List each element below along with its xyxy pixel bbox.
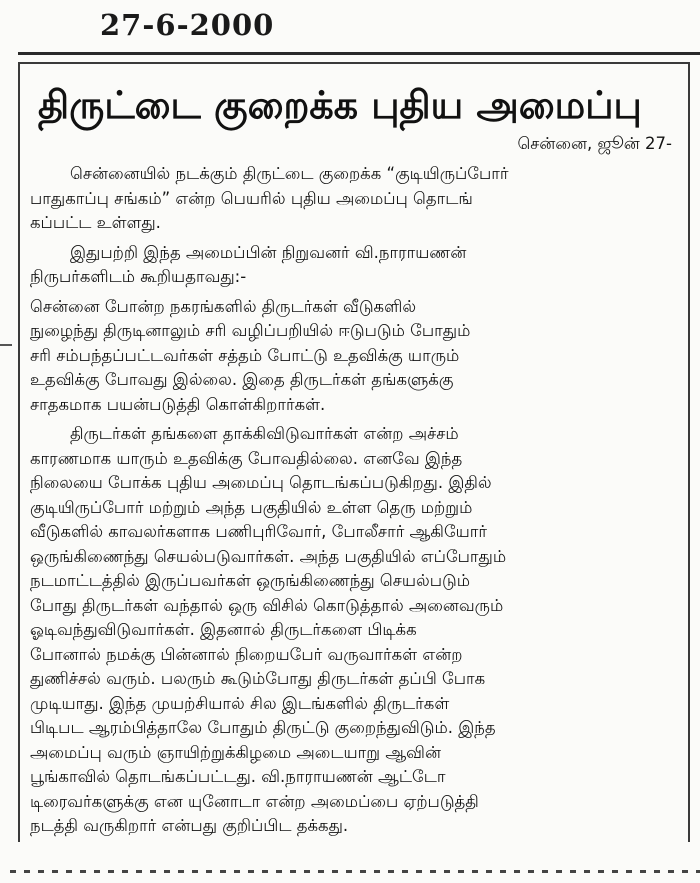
article-line: ஓடிவந்துவிடுவார்கள். இதனால் திருடர்களை பிடிக்க: [30, 620, 417, 639]
article-line: சரி சம்பந்தப்பட்டவர்கள் சத்தம் போட்டு உதவிக்கு யாரும்: [30, 345, 460, 365]
article-line: காரணமாக யாரும் உதவிக்கு போவதில்லை. எனவே இந்த: [30, 448, 463, 468]
article-line: கப்பட்ட உள்ளது.: [30, 213, 161, 232]
clipping-date: 27-6-2000: [100, 8, 275, 42]
article-line: துணிச்சல் வரும். பலரும் கூடும்போது திருடர்கள் தப்பி போக: [30, 669, 486, 688]
article-line: போனால் நமக்கு பின்னால் நிறையபேர் வருவார்கள் என்ற: [30, 644, 463, 664]
article-paragraph: [30, 162, 670, 236]
article-line: சாதகமாக பயன்படுத்தி கொள்கிறார்கள்.: [30, 394, 326, 414]
article-line: நிருபர்களிடம் கூறியதாவது:-: [30, 267, 247, 286]
article-line: நுழைந்து திருடினாலும் சரி வழிப்பறியில் ஈடுபடும் போதும்: [30, 321, 471, 340]
article-border-left: [18, 62, 20, 842]
article-headline: திருட்டை குறைக்க புதிய அமைப்பு: [38, 83, 642, 127]
article-paragraph: [30, 422, 670, 839]
article-line: அமைப்பு வரும் ஞாயிற்றுக்கிழமை அடையாறு ஆவின்: [30, 742, 441, 762]
article-line: டிரைவர்களுக்கு என யுனோடா என்ற அமைப்பை ஏற்படுத்தி: [30, 791, 479, 811]
article-border-top: [18, 62, 690, 64]
article-line: பிடிபட ஆரம்பித்தாலே போதும் திருட்டு குறைந்துவிடும். இந்த: [30, 718, 496, 737]
article-line: நடமாட்டத்தில் இருப்பவர்கள் ஒருங்கிணைந்து செயல்படும்: [30, 571, 471, 590]
article-line: திருடர்கள் தங்களை தாக்கிவிடுவார்கள் என்ற அச்சம்: [70, 424, 459, 443]
article-paragraph: [30, 295, 670, 418]
article-line: இதுபற்றி இந்த அமைப்பின் நிறுவனர் வி.நாராயணன்: [70, 242, 467, 262]
article-line: பூங்காவில் தொடங்கப்பட்டது. வி.நாராயணன் ஆட்டோ: [30, 767, 446, 786]
article-border-right: [688, 62, 690, 842]
article-line: குடியிருப்போர் மற்றும் அந்த பகுதியில் உள்ள தெரு மற்றும்: [30, 497, 473, 517]
article-line: முடியாது. இந்த முயற்சியால் சில இடங்களில் திருடர்கள்: [30, 693, 450, 713]
article-line: நடத்தி வருகிறார் என்பது குறிப்பிட தக்கது.: [30, 816, 349, 835]
article-line: சென்னையில் நடக்கும் திருட்டை குறைக்க “குடியிருப்போர்: [70, 164, 509, 183]
article-paragraph: [30, 241, 670, 290]
article-line: ஒருங்கிணைந்து செயல்படுவார்கள். அந்த பகுதியில் எப்போதும்: [30, 546, 507, 566]
bottom-cut-edge: [10, 870, 700, 873]
margin-mark: [0, 344, 12, 346]
article-dateline: சென்னை, ஜூன் 27-: [517, 134, 672, 153]
article-line: போது திருடர்கள் வந்தால் ஒரு விசில் கொடுத்தால் அனைவரும்: [30, 595, 504, 615]
article-line: சென்னை போன்ற நகரங்களில் திருடர்கள் வீடுகளில்: [30, 296, 417, 316]
top-rule: [18, 52, 700, 55]
article-line: வீடுகளில் காவலர்களாக பணிபுரிவோர், போலீசார் ஆகியோர்: [30, 522, 488, 541]
article-line: நிலையை போக்க புதிய அமைப்பு தொடங்கப்படுகிறது. இதில்: [30, 473, 492, 492]
article-body: [30, 162, 670, 844]
article-line: பாதுகாப்பு சங்கம்” என்ற பெயரில் புதிய அமைப்பு தொடங்: [30, 188, 473, 208]
article-line: உதவிக்கு போவது இல்லை. இதை திருடர்கள் தங்களுக்கு: [30, 370, 454, 389]
